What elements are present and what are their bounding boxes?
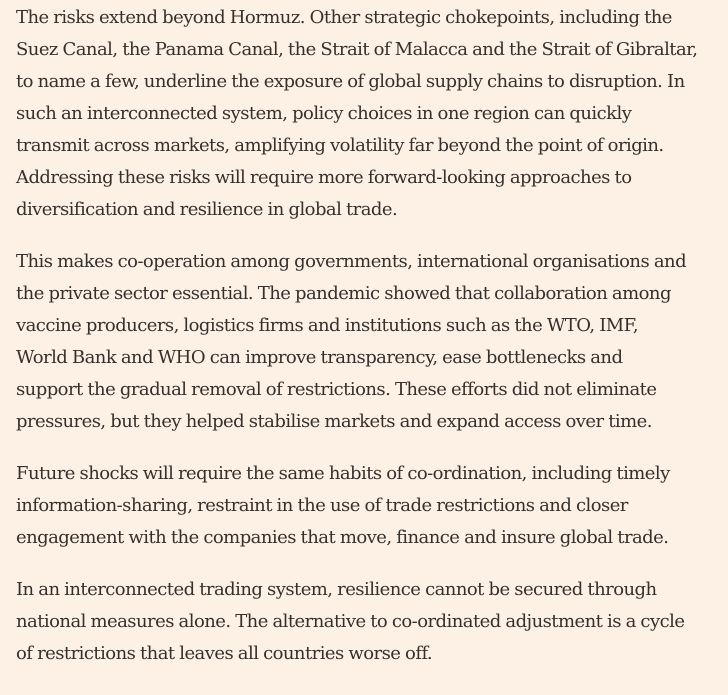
article-paragraph <box>16 574 716 670</box>
paragraph-line: The risks extend beyond Hormuz. Other strategic chokepoints, including the <box>16 7 672 28</box>
paragraph-line: information-sharing, restraint in the use of trade restrictions and closer <box>16 495 628 516</box>
paragraph-line: to name a few, underline the exposure of global supply chains to disruption. In <box>16 71 685 92</box>
paragraph-line: Addressing these risks will require more forward-looking approaches to <box>16 167 632 188</box>
paragraph-line: engagement with the companies that move, finance and insure global trade. <box>16 527 669 548</box>
paragraph-line: of restrictions that leaves all countries worse off. <box>16 643 433 664</box>
paragraph-line: In an interconnected trading system, resilience cannot be secured through <box>16 579 657 600</box>
paragraph-line: transmit across markets, amplifying volatility far beyond the point of origin. <box>16 135 664 156</box>
article-paragraph <box>16 2 716 226</box>
paragraph-line: Future shocks will require the same habits of co-ordination, including timely <box>16 463 670 484</box>
article-paragraph <box>16 458 716 554</box>
paragraph-line: national measures alone. The alternative to co-ordinated adjustment is a cycle <box>16 611 685 632</box>
paragraph-line: vaccine producers, logistics firms and institutions such as the WTO, IMF, <box>16 315 638 336</box>
paragraph-line: diversification and resilience in global trade. <box>16 199 398 220</box>
article-paragraph <box>16 246 716 438</box>
paragraph-line: the private sector essential. The pandemic showed that collaboration among <box>16 283 671 304</box>
paragraph-line: such an interconnected system, policy choices in one region can quickly <box>16 103 632 124</box>
paragraph-line: Suez Canal, the Panama Canal, the Strait of Malacca and the Strait of Gibraltar, <box>16 39 698 60</box>
paragraph-line: support the gradual removal of restrictions. These efforts did not eliminate <box>16 379 657 400</box>
paragraph-line: World Bank and WHO can improve transparency, ease bottlenecks and <box>16 347 623 368</box>
paragraph-line: pressures, but they helped stabilise markets and expand access over time. <box>16 411 652 432</box>
paragraph-line: This makes co-operation among governments, international organisations and <box>16 251 687 272</box>
